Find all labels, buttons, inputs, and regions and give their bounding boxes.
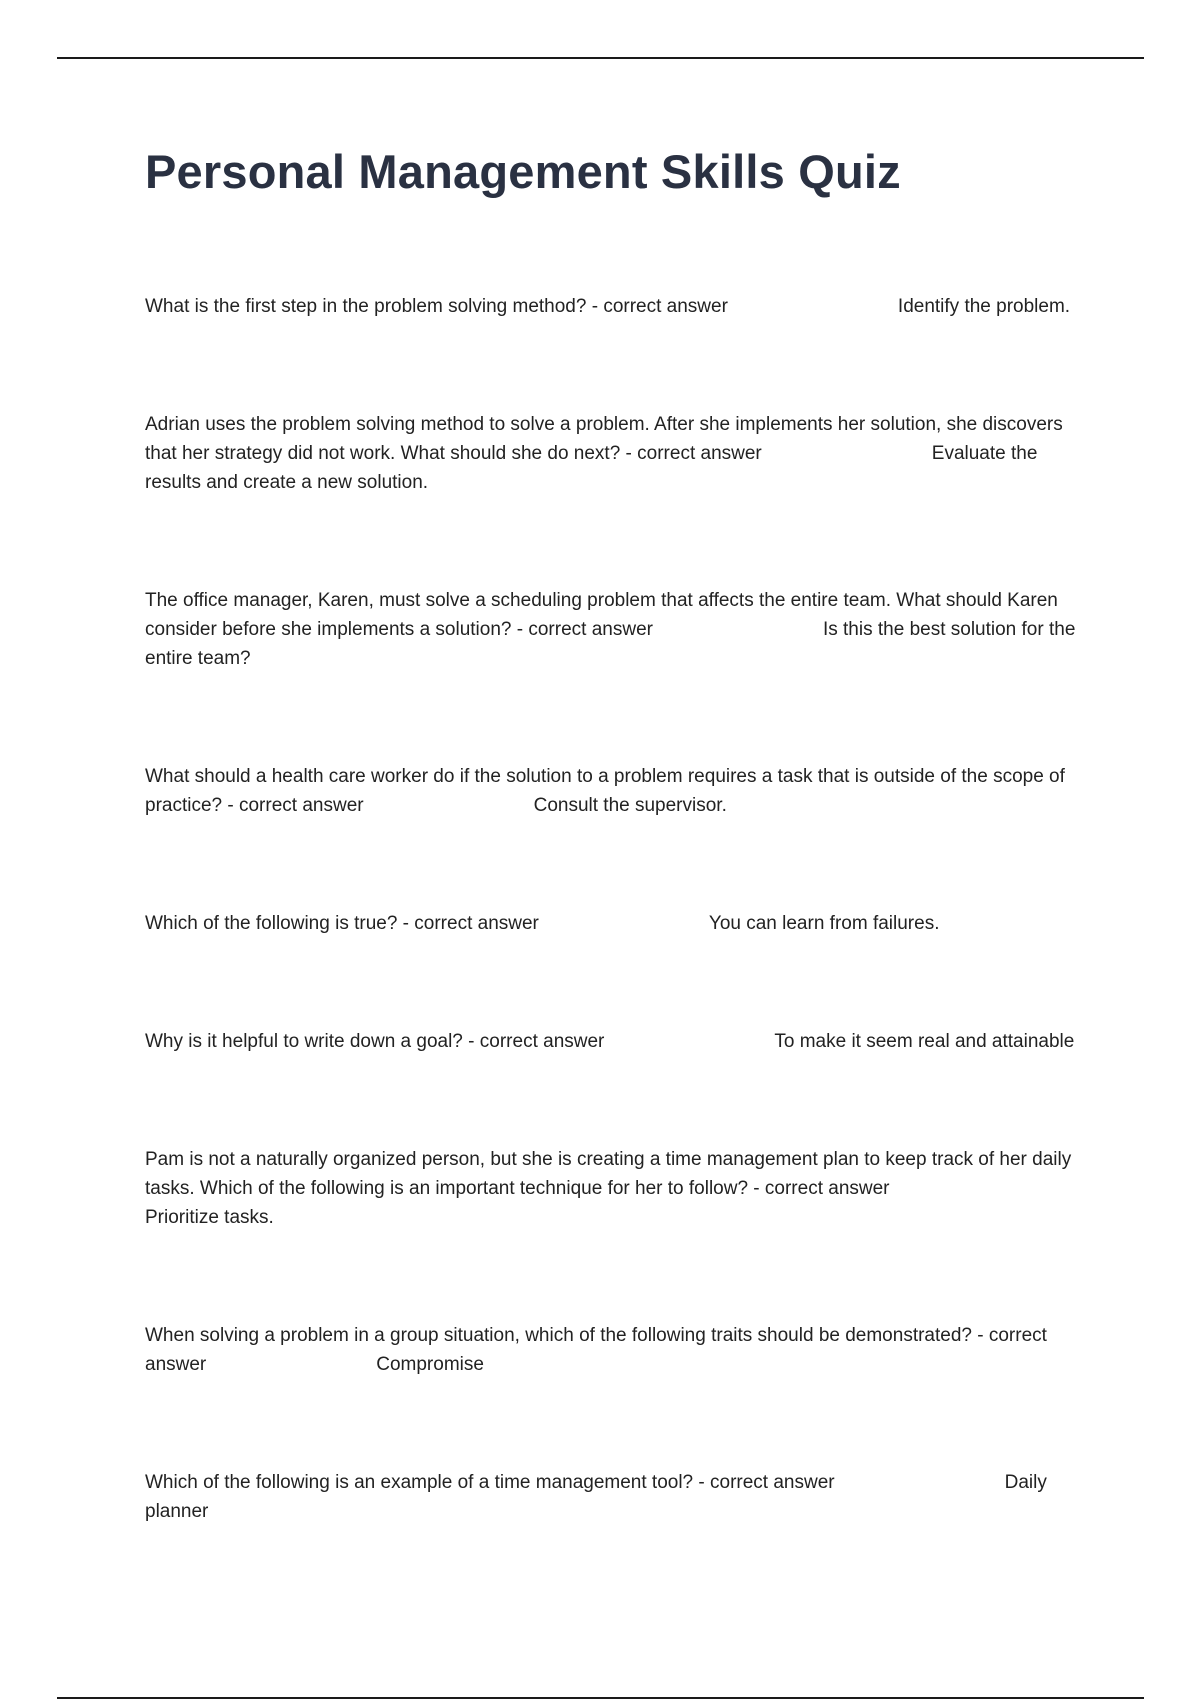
answer-separator: - correct answer bbox=[145, 1325, 1047, 1375]
qa-item bbox=[145, 410, 1090, 497]
question-text: What should a health care worker do if the solution to a problem requires a task that is outside of the scope of practice? bbox=[145, 766, 1065, 816]
answer-separator: - correct answer bbox=[511, 619, 653, 640]
question-text: What is the first step in the problem solving method? bbox=[145, 296, 587, 317]
answer-separator: - correct answer bbox=[586, 296, 728, 317]
question-text: Adrian uses the problem solving method to solve a problem. After she implements her solution, she discovers that her strategy did not work. What should she do next? bbox=[145, 414, 1063, 464]
answer-separator: - correct answer bbox=[397, 913, 539, 934]
answer-text: Daily planner bbox=[145, 1472, 1047, 1522]
question-text: Pam is not a naturally organized person, but she is creating a time management plan to keep track of her daily tasks. Which of the following is an important technique for her to follow? bbox=[145, 1149, 1072, 1199]
question-text: Which of the following is true? bbox=[145, 913, 398, 934]
answer-text: Consult the supervisor. bbox=[533, 795, 727, 816]
qa-item bbox=[145, 909, 1090, 938]
top-rule bbox=[57, 57, 1144, 59]
bottom-rule bbox=[57, 1697, 1144, 1699]
qa-item bbox=[145, 762, 1090, 820]
qa-list bbox=[145, 292, 1090, 1615]
qa-item bbox=[145, 586, 1090, 673]
answer-text: Identify the problem. bbox=[897, 296, 1071, 317]
qa-item bbox=[145, 1468, 1090, 1526]
question-text: Why is it helpful to write down a goal? bbox=[145, 1031, 463, 1052]
answer-separator: - correct answer bbox=[748, 1178, 890, 1199]
question-text: Which of the following is an example of a time management tool? bbox=[145, 1472, 694, 1493]
question-text: When solving a problem in a group situation, which of the following traits should be demonstrated? bbox=[145, 1325, 972, 1346]
answer-text: Is this the best solution for the entire team? bbox=[145, 619, 1076, 669]
answer-text: You can learn from failures. bbox=[708, 913, 940, 934]
qa-item bbox=[145, 292, 1090, 321]
qa-item bbox=[145, 1145, 1090, 1232]
answer-text: Evaluate the results and create a new solution. bbox=[145, 443, 1038, 493]
answer-text: Prioritize tasks. bbox=[145, 1207, 274, 1228]
qa-item bbox=[145, 1321, 1090, 1379]
answer-text: To make it seem real and attainable bbox=[774, 1031, 1075, 1052]
answer-separator: - correct answer bbox=[462, 1031, 605, 1052]
answer-separator: - correct answer bbox=[620, 443, 762, 464]
answer-separator: - correct answer bbox=[693, 1472, 835, 1493]
answer-separator: - correct answer bbox=[222, 795, 364, 816]
page-title: Personal Management Skills Quiz bbox=[145, 145, 901, 198]
answer-text: Compromise bbox=[376, 1354, 484, 1375]
qa-item bbox=[145, 1027, 1090, 1056]
question-text: The office manager, Karen, must solve a scheduling problem that affects the entire team. What should Karen consider before she implements a solution? bbox=[145, 590, 1058, 640]
